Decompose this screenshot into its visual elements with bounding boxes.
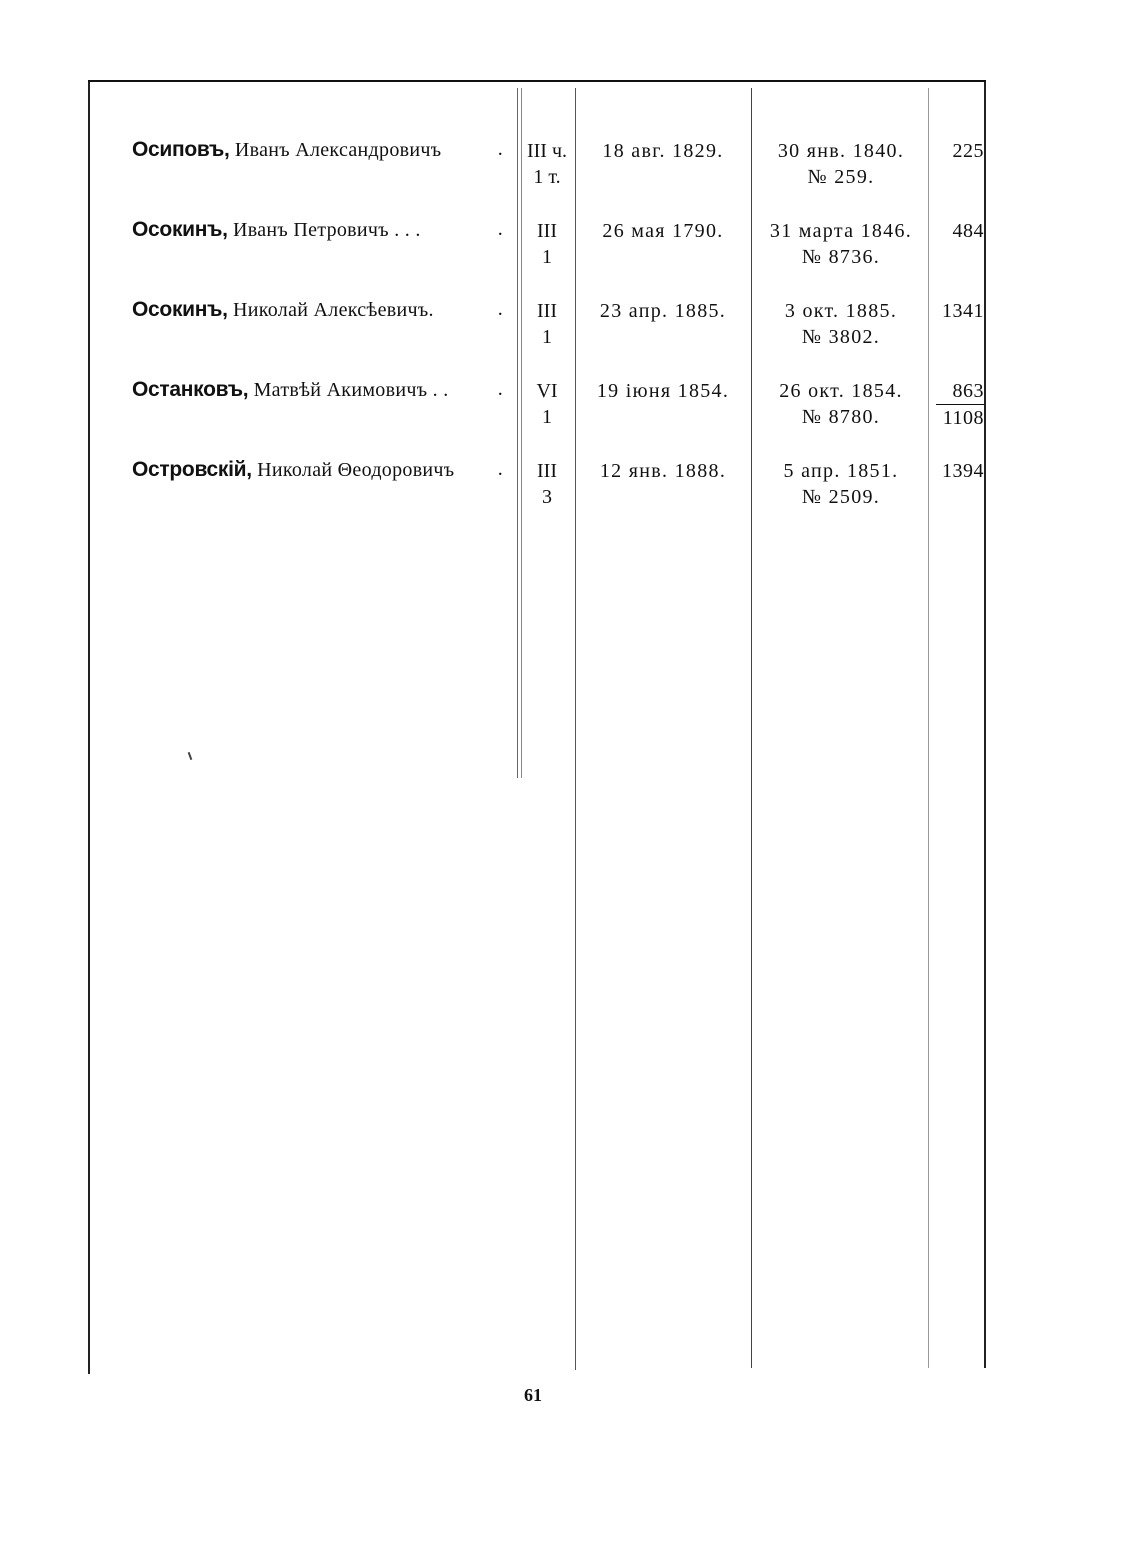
surname: Осокинъ, — [132, 218, 228, 241]
surname: Осиповъ, — [132, 138, 230, 161]
given-names: Николай Θеодоровичъ — [257, 459, 455, 481]
volume-part: III — [537, 220, 557, 242]
given-names: Иванъ Александровичъ — [234, 139, 442, 161]
page-ref-cell — [930, 298, 984, 324]
table-row — [0, 378, 1140, 458]
given-names: Иванъ Петровичъ . . . — [233, 219, 421, 241]
page-ref-cell — [930, 138, 984, 164]
page-ref: 1341 — [942, 300, 984, 322]
leader-dot: . — [497, 378, 503, 400]
volume-part: VI — [536, 380, 558, 402]
entry-name — [132, 218, 517, 242]
given-names: Николай Алексѣевичъ. — [233, 299, 434, 321]
surname: Останковъ, — [132, 378, 249, 401]
leader-dot: . — [497, 138, 503, 160]
registration-date: 31 марта 1846. — [769, 220, 913, 242]
surname: Осокинъ, — [132, 298, 228, 321]
table-row — [0, 298, 1140, 378]
volume-part: III — [537, 460, 557, 482]
entry-name — [132, 138, 517, 162]
registration-number: № 259. — [807, 166, 875, 188]
volume-book: 1 — [542, 406, 552, 428]
page-ref-cell — [930, 458, 984, 484]
registration-date: 26 окт. 1854. — [779, 380, 903, 402]
registration-date: 30 янв. 1840. — [777, 140, 905, 162]
birth-date: 23 апр. 1885. — [599, 300, 727, 322]
birth-date: 18 авг. 1829. — [602, 140, 724, 162]
page-ref: 1394 — [942, 460, 984, 482]
registration-cell — [754, 138, 928, 190]
volume-part: III — [537, 300, 557, 322]
volume-cell — [519, 298, 575, 350]
page-ref-cell — [930, 218, 984, 244]
top-rule — [88, 80, 986, 82]
volume-book: 1 — [542, 326, 552, 348]
page-ref-additional: 1108 — [936, 404, 984, 431]
registration-date: 5 апр. 1851. — [783, 460, 899, 482]
entry-name — [132, 378, 517, 402]
registration-number: № 8780. — [801, 406, 881, 428]
leader-dot: . — [497, 458, 503, 480]
registration-cell — [754, 378, 928, 430]
table-row — [0, 458, 1140, 538]
volume-cell — [519, 458, 575, 510]
given-names: Матвѣй Акимовичъ . . — [253, 379, 449, 401]
leader-dot: . — [497, 218, 503, 240]
entry-name — [132, 458, 517, 482]
surname: Островскій, — [132, 458, 252, 481]
registration-number: № 3802. — [801, 326, 881, 348]
volume-book: 1 т. — [533, 166, 561, 188]
page-ref: 863 — [952, 380, 984, 402]
page-ref-cell — [930, 378, 984, 431]
leader-dot: . — [497, 298, 503, 320]
volume-part: III ч. — [526, 140, 568, 162]
page-ref: 225 — [952, 140, 984, 162]
registration-number: № 2509. — [801, 486, 881, 508]
volume-cell — [519, 218, 575, 270]
table-row — [0, 138, 1140, 218]
birth-date: 26 мая 1790. — [602, 220, 724, 242]
print-speck — [188, 752, 193, 760]
registration-cell — [754, 298, 928, 350]
birth-date: 12 янв. 1888. — [599, 460, 727, 482]
table-row — [0, 218, 1140, 298]
registration-cell — [754, 218, 928, 270]
volume-cell — [519, 378, 575, 430]
entry-name — [132, 298, 517, 322]
page-ref: 484 — [952, 220, 984, 242]
volume-book: 3 — [542, 486, 552, 508]
volume-cell — [519, 138, 575, 190]
birth-date: 19 іюня 1854. — [596, 380, 730, 402]
registration-number: № 8736. — [801, 246, 881, 268]
volume-book: 1 — [542, 246, 552, 268]
registration-date: 3 окт. 1885. — [784, 300, 898, 322]
page-number: 61 — [524, 1385, 542, 1405]
registration-cell — [754, 458, 928, 510]
